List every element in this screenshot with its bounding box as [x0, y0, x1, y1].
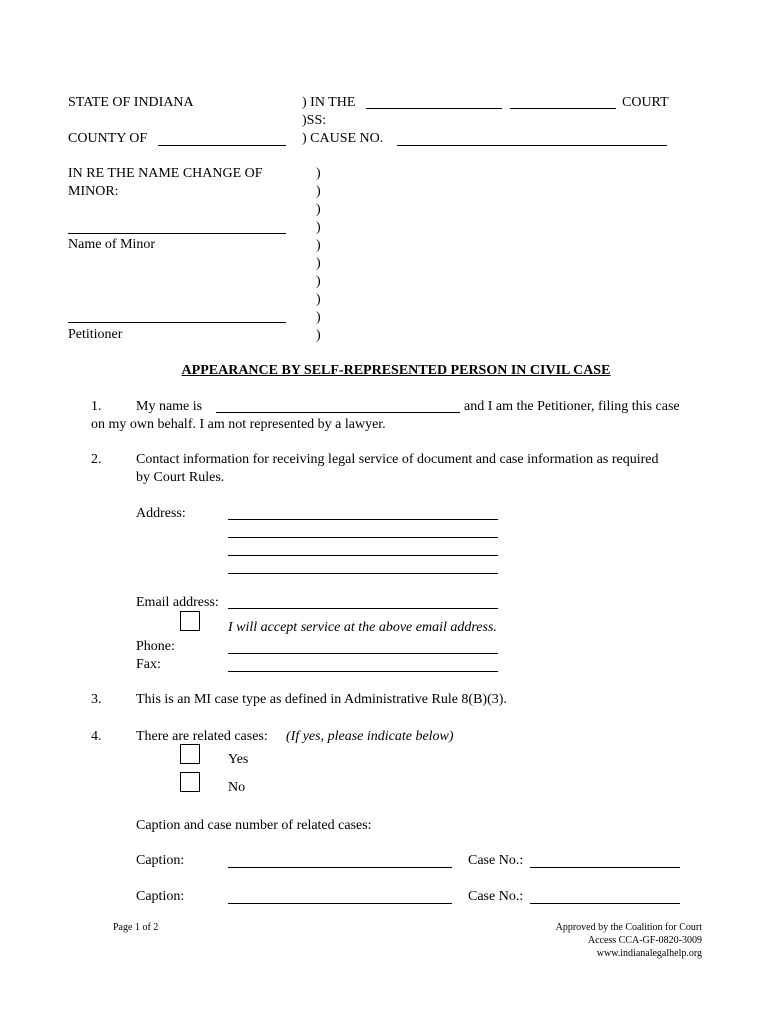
- item3-text: This is an MI case type as defined in Administrative Rule 8(B)(3).: [136, 692, 507, 707]
- case-no-field-1[interactable]: [530, 867, 680, 868]
- cause-no-field[interactable]: [397, 145, 667, 146]
- item3-number: 3.: [91, 692, 102, 707]
- my-name-field[interactable]: [216, 412, 460, 413]
- petitioner-field[interactable]: [68, 322, 286, 323]
- ss-label: )SS:: [302, 113, 327, 128]
- item1-line2: on my own behalf. I am not represented by a lawyer.: [91, 417, 386, 432]
- name-of-minor-label: Name of Minor: [68, 237, 156, 252]
- state-label: STATE OF INDIANA: [68, 95, 194, 110]
- county-field[interactable]: [158, 145, 286, 146]
- related-no-checkbox[interactable]: [180, 772, 200, 792]
- item1-suffix: and I am the Petitioner, filing this case: [464, 399, 680, 414]
- yes-label: Yes: [228, 752, 249, 767]
- caption-field-2[interactable]: [228, 903, 452, 904]
- cause-no-label: ) CAUSE NO.: [302, 131, 384, 146]
- fax-field[interactable]: [228, 671, 498, 672]
- item2-line2: by Court Rules.: [136, 470, 225, 485]
- paren: ): [316, 328, 321, 343]
- email-label: Email address:: [136, 595, 219, 610]
- paren: ): [316, 238, 321, 253]
- court-label: COURT: [622, 95, 669, 110]
- page-number: Page 1 of 2: [113, 922, 159, 933]
- no-label: No: [228, 780, 246, 795]
- address-field-2[interactable]: [228, 537, 498, 538]
- document-title: APPEARANCE BY SELF-REPRESENTED PERSON IN CIVIL CASE: [181, 363, 611, 378]
- paren: ): [316, 310, 321, 325]
- county-label: COUNTY OF: [68, 131, 148, 146]
- item2-number: 2.: [91, 452, 102, 467]
- item1-number: 1.: [91, 399, 102, 414]
- in-re-line2: MINOR:: [68, 184, 119, 199]
- court-type-field[interactable]: [510, 108, 616, 109]
- petitioner-label: Petitioner: [68, 327, 123, 342]
- item4-text: There are related cases:: [136, 729, 268, 744]
- caption-field-1[interactable]: [228, 867, 452, 868]
- minor-name-field[interactable]: [68, 233, 286, 234]
- address-label: Address:: [136, 506, 186, 521]
- form-id: Access CCA-GF-0820-3009: [587, 935, 702, 946]
- phone-label: Phone:: [136, 639, 175, 654]
- item2-line1: Contact information for receiving legal service of document and case information as required: [136, 452, 659, 467]
- address-field-1[interactable]: [228, 519, 498, 520]
- email-field[interactable]: [228, 608, 498, 609]
- in-the-label: ) IN THE: [302, 95, 356, 110]
- item4-number: 4.: [91, 729, 102, 744]
- case-no-label-2: Case No.:: [468, 889, 524, 904]
- paren: ): [316, 166, 321, 181]
- paren: ): [316, 184, 321, 199]
- paren: ): [316, 202, 321, 217]
- item4-hint: (If yes, please indicate below): [286, 729, 454, 744]
- case-no-label-1: Case No.:: [468, 853, 524, 868]
- paren: ): [316, 220, 321, 235]
- caption-label-2: Caption:: [136, 889, 185, 904]
- item1-prefix: My name is: [136, 399, 203, 414]
- paren: ): [316, 274, 321, 289]
- related-yes-checkbox[interactable]: [180, 744, 200, 764]
- fax-label: Fax:: [136, 657, 161, 672]
- phone-field[interactable]: [228, 653, 498, 654]
- approved-by: Approved by the Coalition for Court: [555, 922, 702, 933]
- website: www.indianalegalhelp.org: [596, 948, 702, 959]
- paren: ): [316, 256, 321, 271]
- related-cases-label: Caption and case number of related cases:: [136, 818, 372, 833]
- address-field-3[interactable]: [228, 555, 498, 556]
- accept-service-text: I will accept service at the above email address.: [228, 620, 497, 635]
- accept-service-checkbox[interactable]: [180, 611, 200, 631]
- in-re-line1: IN RE THE NAME CHANGE OF: [68, 166, 263, 181]
- paren: ): [316, 292, 321, 307]
- court-name-field[interactable]: [366, 108, 502, 109]
- address-field-4[interactable]: [228, 573, 498, 574]
- case-no-field-2[interactable]: [530, 903, 680, 904]
- caption-label-1: Caption:: [136, 853, 185, 868]
